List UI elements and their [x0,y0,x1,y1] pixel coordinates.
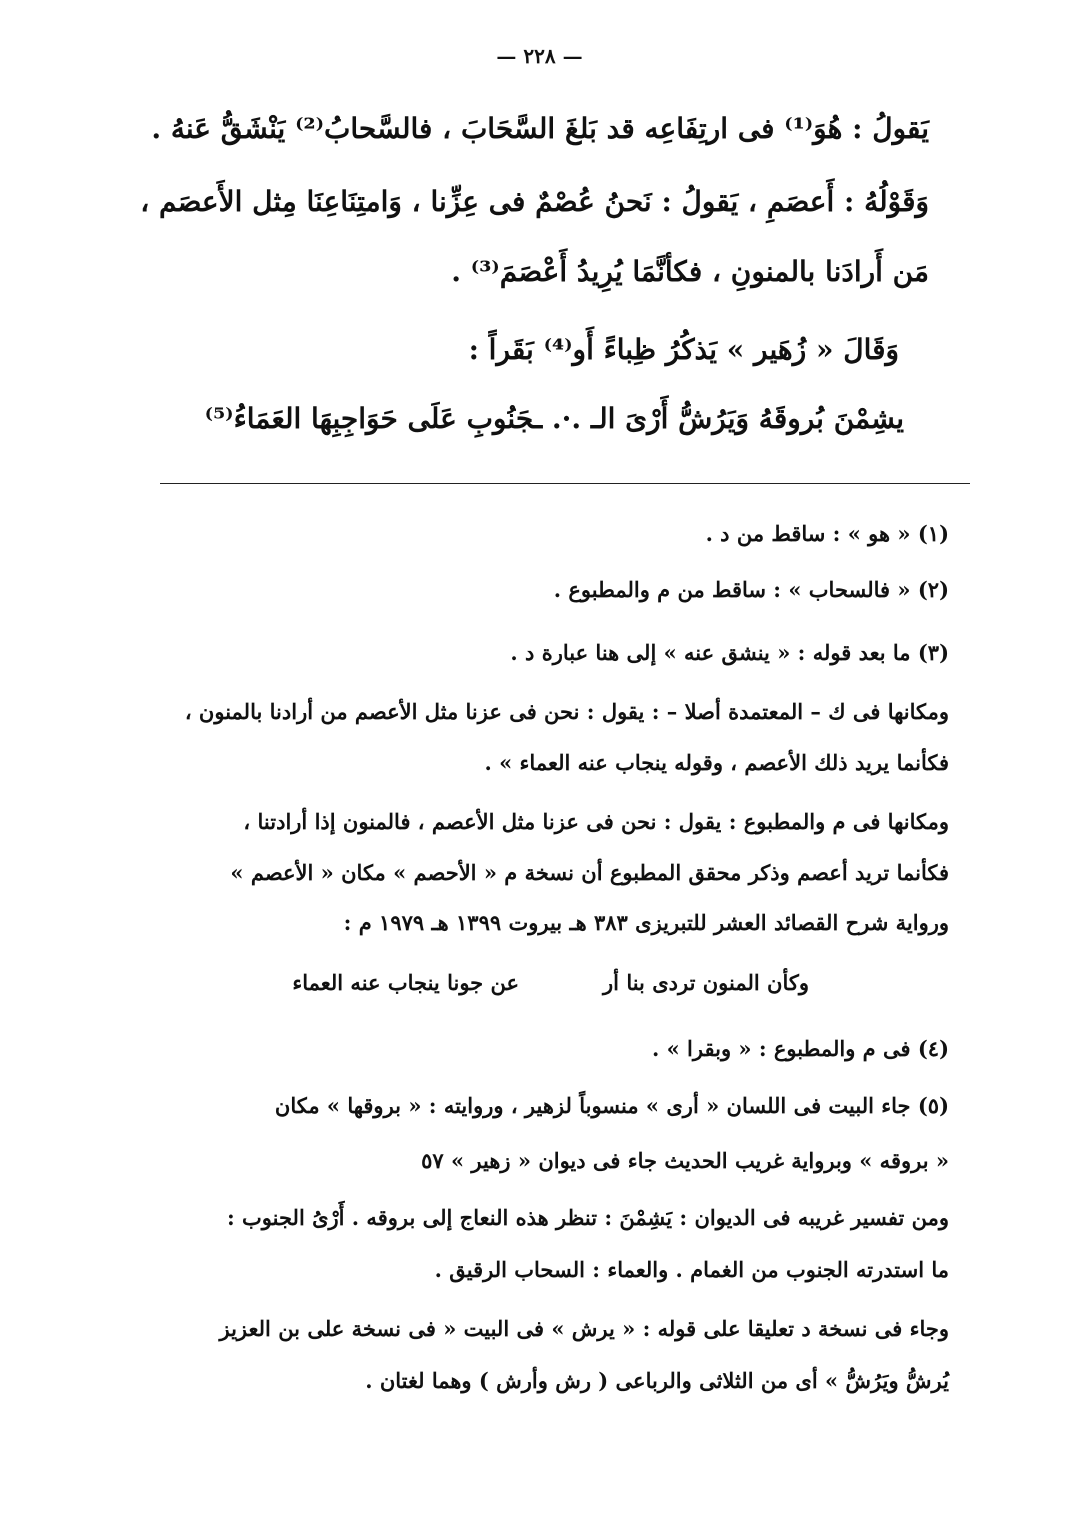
footnote-separator [160,483,970,484]
page-number: — ٢٢٨ — [496,44,583,68]
main-text-line-1: يَقولُ : هُوَ⁽¹⁾ فى ارتِفَاعِه قد بَلغَ السَّحَابَ ، فالسَّحابُ⁽²⁾ يَنْشَقُّ عَنهُ . [151,112,929,145]
footnote-3: (٣) ما بعد قوله : « ينشق عنه » إلى هنا عبارة د . [510,640,949,665]
footnote-3-line-4: ومكانها فى م والمطبوع : يقول : نحن فى عزنا مثل الأعصم ، فالمنون إذا أرادتنا ، [243,809,949,834]
footnote-5-line-5: وجاء فى نسخة د تعليقا على قوله : « يرش » فى البيت « فى نسخة على بن العزيز [219,1316,949,1341]
main-text-line-4: وَقَالَ « زُهَير » يَذكُرُ ظِباءً أَو⁽⁴⁾ بَقَراً : [468,333,899,366]
footnote-5-line-2: « بروقه » وبرواية غريب الحديث جاء فى ديوان « زهير » ٥٧ [421,1148,949,1173]
footnote-1: (١) « هو » : ساقط من د . [705,521,949,546]
verse-line: يشِمْنَ بُروقَهُ وَيَرُشُّ أَرْىَ الـ .·. ـجَنُوبِ عَلَى حَوَاجِبِهَا العَمَاءُ⁽⁵⁾ [204,402,904,435]
main-text-line-3: مَن أَرادَنا بالمنونِ ، فكأنَّمَا يُرِيدُ أَعْصَمَ⁽³⁾ . [451,255,929,288]
footnote-5-line-6: يُرشُّ ويَرُشُّ » أى من الثلاثى والرباعى ( رش وأرش ) وهما لغتان . [365,1368,949,1393]
footnote-2: (٢) « فالسحاب » : ساقط من م والمطبوع . [553,577,949,602]
footnote-5-line-3: ومن تفسير غريبه فى الديوان : يَشِمْنَ : تنظر هذه النعاج إلى بروقه . أَرْىُ الجنوب : [226,1205,949,1230]
footnote-5-line-4: ما استدرته الجنوب من الغمام . والعماء : السحاب الرقيق . [434,1257,949,1282]
footnote-4: (٤) فى م والمطبوع : « وبقرا » . [652,1036,949,1061]
footnote-3-line-2: ومكانها فى ك – المعتمدة أصلا – : يقول : نحن فى عزنا مثل الأعصم من أرادنا بالمنون ، [184,699,949,724]
footnote-verse-left: عن جونا ينجاب عنه العماء [292,970,519,995]
footnote-3-line-3: فكأنما يريد ذلك الأعصم ، وقوله ينجاب عنه العماء » . [484,750,949,775]
footnote-5: (٥) جاء البيت فى اللسان « أرى » منسوباً لزهير ، وروايته : « بروقها » مكان [274,1093,949,1118]
footnote-3-line-5: فكأنما تريد أعصم وذكر محقق المطبوع أن نسخة م « الأحصم » مكان « الأعصم » [230,860,949,885]
footnote-verse-right: وكأن المنون تردى بنا أر [603,970,809,995]
main-text-line-2: وَقَوْلُهُ : أَعصَمِ ، يَقولُ : نَحنُ عُصْمٌ فى عِزِّنا ، وَامتِنَاعِنَا مِثل الأَعصَم ، [140,185,929,218]
footnote-3-line-6: ورواية شرح القصائد العشر للتبريزى ٣٨٣ هـ بيروت ١٣٩٩ هـ ١٩٧٩ م : [343,910,949,935]
